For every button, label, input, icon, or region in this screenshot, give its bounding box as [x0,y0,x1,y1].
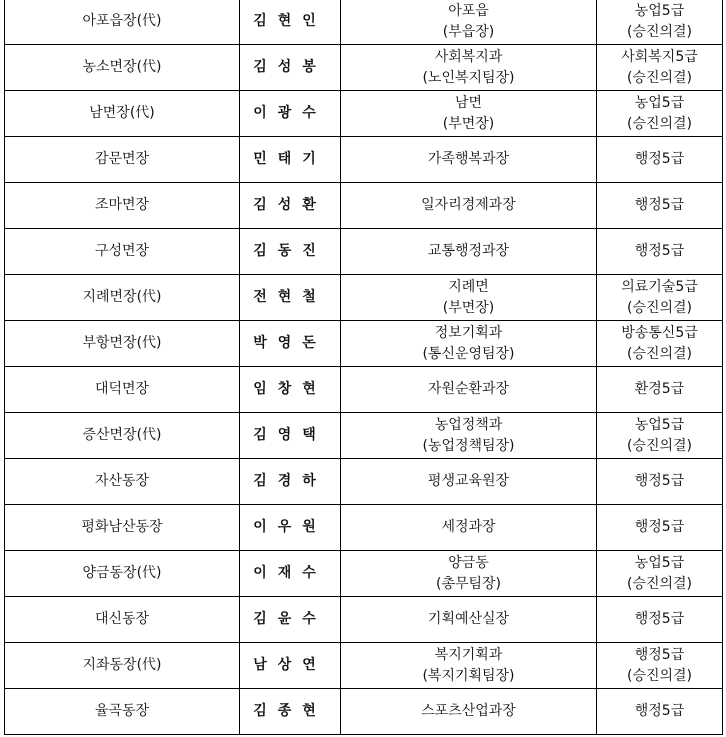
name-cell [240,643,341,689]
grade-cell [597,91,723,137]
grade-cell [597,459,723,505]
grade-line: 방송통신5급 [621,324,698,341]
grade-line: 사회복지5급 [621,48,698,65]
grade-line: 농업5급 [634,554,685,571]
previous-position-cell [341,45,597,91]
post-cell: 자산동장 [5,459,240,505]
previous-position-line: 세정과장 [441,519,496,535]
previous-position-line: 정보기획과 [434,324,503,341]
person-name: 전현철 [253,289,327,305]
grade-cell [597,183,723,229]
grade-cell [597,505,723,551]
post-cell: 대덕면장 [5,367,240,413]
grade-line: (승진의결) [626,667,693,684]
post-cell: 아포읍장(代) [5,0,240,45]
grade-cell [597,275,723,321]
previous-position-cell [341,689,597,735]
name-cell [240,459,341,505]
previous-position-line: (부읍장) [442,23,495,40]
previous-position-line: 교통행정과장 [427,243,510,259]
previous-position-cell [341,137,597,183]
table-row [5,137,723,183]
previous-position-line: (노인복지팀장) [422,69,515,86]
previous-position-line: (부면장) [442,115,495,132]
name-cell [240,597,341,643]
previous-position-cell [341,643,597,689]
name-cell [240,229,341,275]
previous-position-cell [341,413,597,459]
table-row [5,505,723,551]
name-cell [240,275,341,321]
table-row [5,643,723,689]
grade-line: (승진의결) [626,299,693,316]
grade-line: 농업5급 [634,2,685,19]
person-name: 김성봉 [253,59,327,75]
name-cell [240,183,341,229]
grade-cell [597,137,723,183]
person-name: 김경하 [253,473,327,489]
person-name: 김종현 [253,703,327,719]
previous-position-cell [341,551,597,597]
grade-line: (승진의결) [626,23,693,40]
grade-line: 행정5급 [634,197,685,213]
grade-cell [597,689,723,735]
previous-position-cell [341,505,597,551]
grade-cell [597,367,723,413]
personnel-table-body [5,0,723,735]
previous-position-line: 양금동 [448,554,489,571]
grade-line: 행정5급 [634,646,685,663]
previous-position-line: (복지기획팀장) [422,667,515,684]
previous-position-cell [341,459,597,505]
previous-position-line: 사회복지과 [434,48,503,65]
previous-position-cell [341,91,597,137]
name-cell [240,137,341,183]
previous-position-line: (농업정책팀장) [422,437,515,454]
table-row [5,229,723,275]
grade-line: (승진의결) [626,437,693,454]
previous-position-line: 농업정책과 [434,416,503,433]
previous-position-line: 평생교육원장 [427,473,510,489]
person-name: 남상연 [253,657,327,673]
table-row [5,413,723,459]
person-name: 민태기 [253,151,327,167]
previous-position-line: 일자리경제과장 [421,197,516,213]
grade-line: (승진의결) [626,69,693,86]
grade-line: (승진의결) [626,345,693,362]
grade-line: 행정5급 [634,703,685,719]
name-cell [240,505,341,551]
previous-position-line: (통신운영팀장) [422,345,515,362]
previous-position-line: 자원순환과장 [427,381,510,397]
grade-line: 농업5급 [634,94,685,111]
grade-cell [597,45,723,91]
post-cell: 구성면장 [5,229,240,275]
person-name: 이재수 [253,565,327,581]
table-row [5,551,723,597]
post-cell: 조마면장 [5,183,240,229]
person-name: 박영돈 [253,335,327,351]
post-cell: 남면장(代) [5,91,240,137]
grade-line: 행정5급 [634,151,685,167]
grade-line: 행정5급 [634,519,685,535]
previous-position-line: 스포츠산업과장 [421,703,516,719]
table-row [5,459,723,505]
person-name: 김동진 [253,243,327,259]
grade-line: 행정5급 [634,243,685,259]
grade-cell [597,643,723,689]
person-name: 이우원 [253,519,327,535]
post-cell: 지례면장(代) [5,275,240,321]
previous-position-cell [341,183,597,229]
post-cell: 감문면장 [5,137,240,183]
table-row [5,367,723,413]
grade-line: 환경5급 [634,381,685,397]
name-cell [240,413,341,459]
post-cell: 율곡동장 [5,689,240,735]
table-row [5,91,723,137]
previous-position-cell [341,0,597,45]
person-name: 김영택 [253,427,327,443]
previous-position-cell [341,321,597,367]
table-row [5,321,723,367]
grade-line: 농업5급 [634,416,685,433]
table-row [5,183,723,229]
person-name: 김성환 [253,197,327,213]
name-cell [240,367,341,413]
grade-cell [597,321,723,367]
table-row [5,45,723,91]
person-name: 김현인 [253,13,327,29]
table-row [5,597,723,643]
personnel-table [4,0,723,735]
grade-line: (승진의결) [626,115,693,132]
table-row [5,275,723,321]
previous-position-cell [341,597,597,643]
previous-position-cell [341,229,597,275]
grade-line: 행정5급 [634,473,685,489]
table-row [5,0,723,45]
name-cell [240,0,341,45]
name-cell [240,45,341,91]
person-name: 이광수 [253,105,327,121]
grade-cell [597,229,723,275]
post-cell: 부항면장(代) [5,321,240,367]
grade-line: 의료기술5급 [621,278,698,295]
previous-position-line: 지례면 [448,278,489,295]
grade-line: (승진의결) [626,575,693,592]
post-cell: 지좌동장(代) [5,643,240,689]
grade-cell [597,0,723,45]
grade-cell [597,551,723,597]
previous-position-line: 가족행복과장 [427,151,510,167]
previous-position-line: 기획예산실장 [427,611,510,627]
table-row [5,689,723,735]
grade-line: 행정5급 [634,611,685,627]
previous-position-line: (부면장) [442,299,495,316]
person-name: 임창현 [253,381,327,397]
post-cell: 대신동장 [5,597,240,643]
previous-position-cell [341,367,597,413]
name-cell [240,321,341,367]
grade-cell [597,597,723,643]
post-cell: 농소면장(代) [5,45,240,91]
person-name: 김윤수 [253,611,327,627]
name-cell [240,551,341,597]
grade-cell [597,413,723,459]
name-cell [240,689,341,735]
previous-position-line: 남면 [454,94,483,111]
previous-position-line: (총무팀장) [435,575,502,592]
post-cell: 평화남산동장 [5,505,240,551]
post-cell: 증산면장(代) [5,413,240,459]
name-cell [240,91,341,137]
previous-position-line: 아포읍 [448,2,489,19]
post-cell: 양금동장(代) [5,551,240,597]
previous-position-line: 복지기획과 [434,646,503,663]
previous-position-cell [341,275,597,321]
